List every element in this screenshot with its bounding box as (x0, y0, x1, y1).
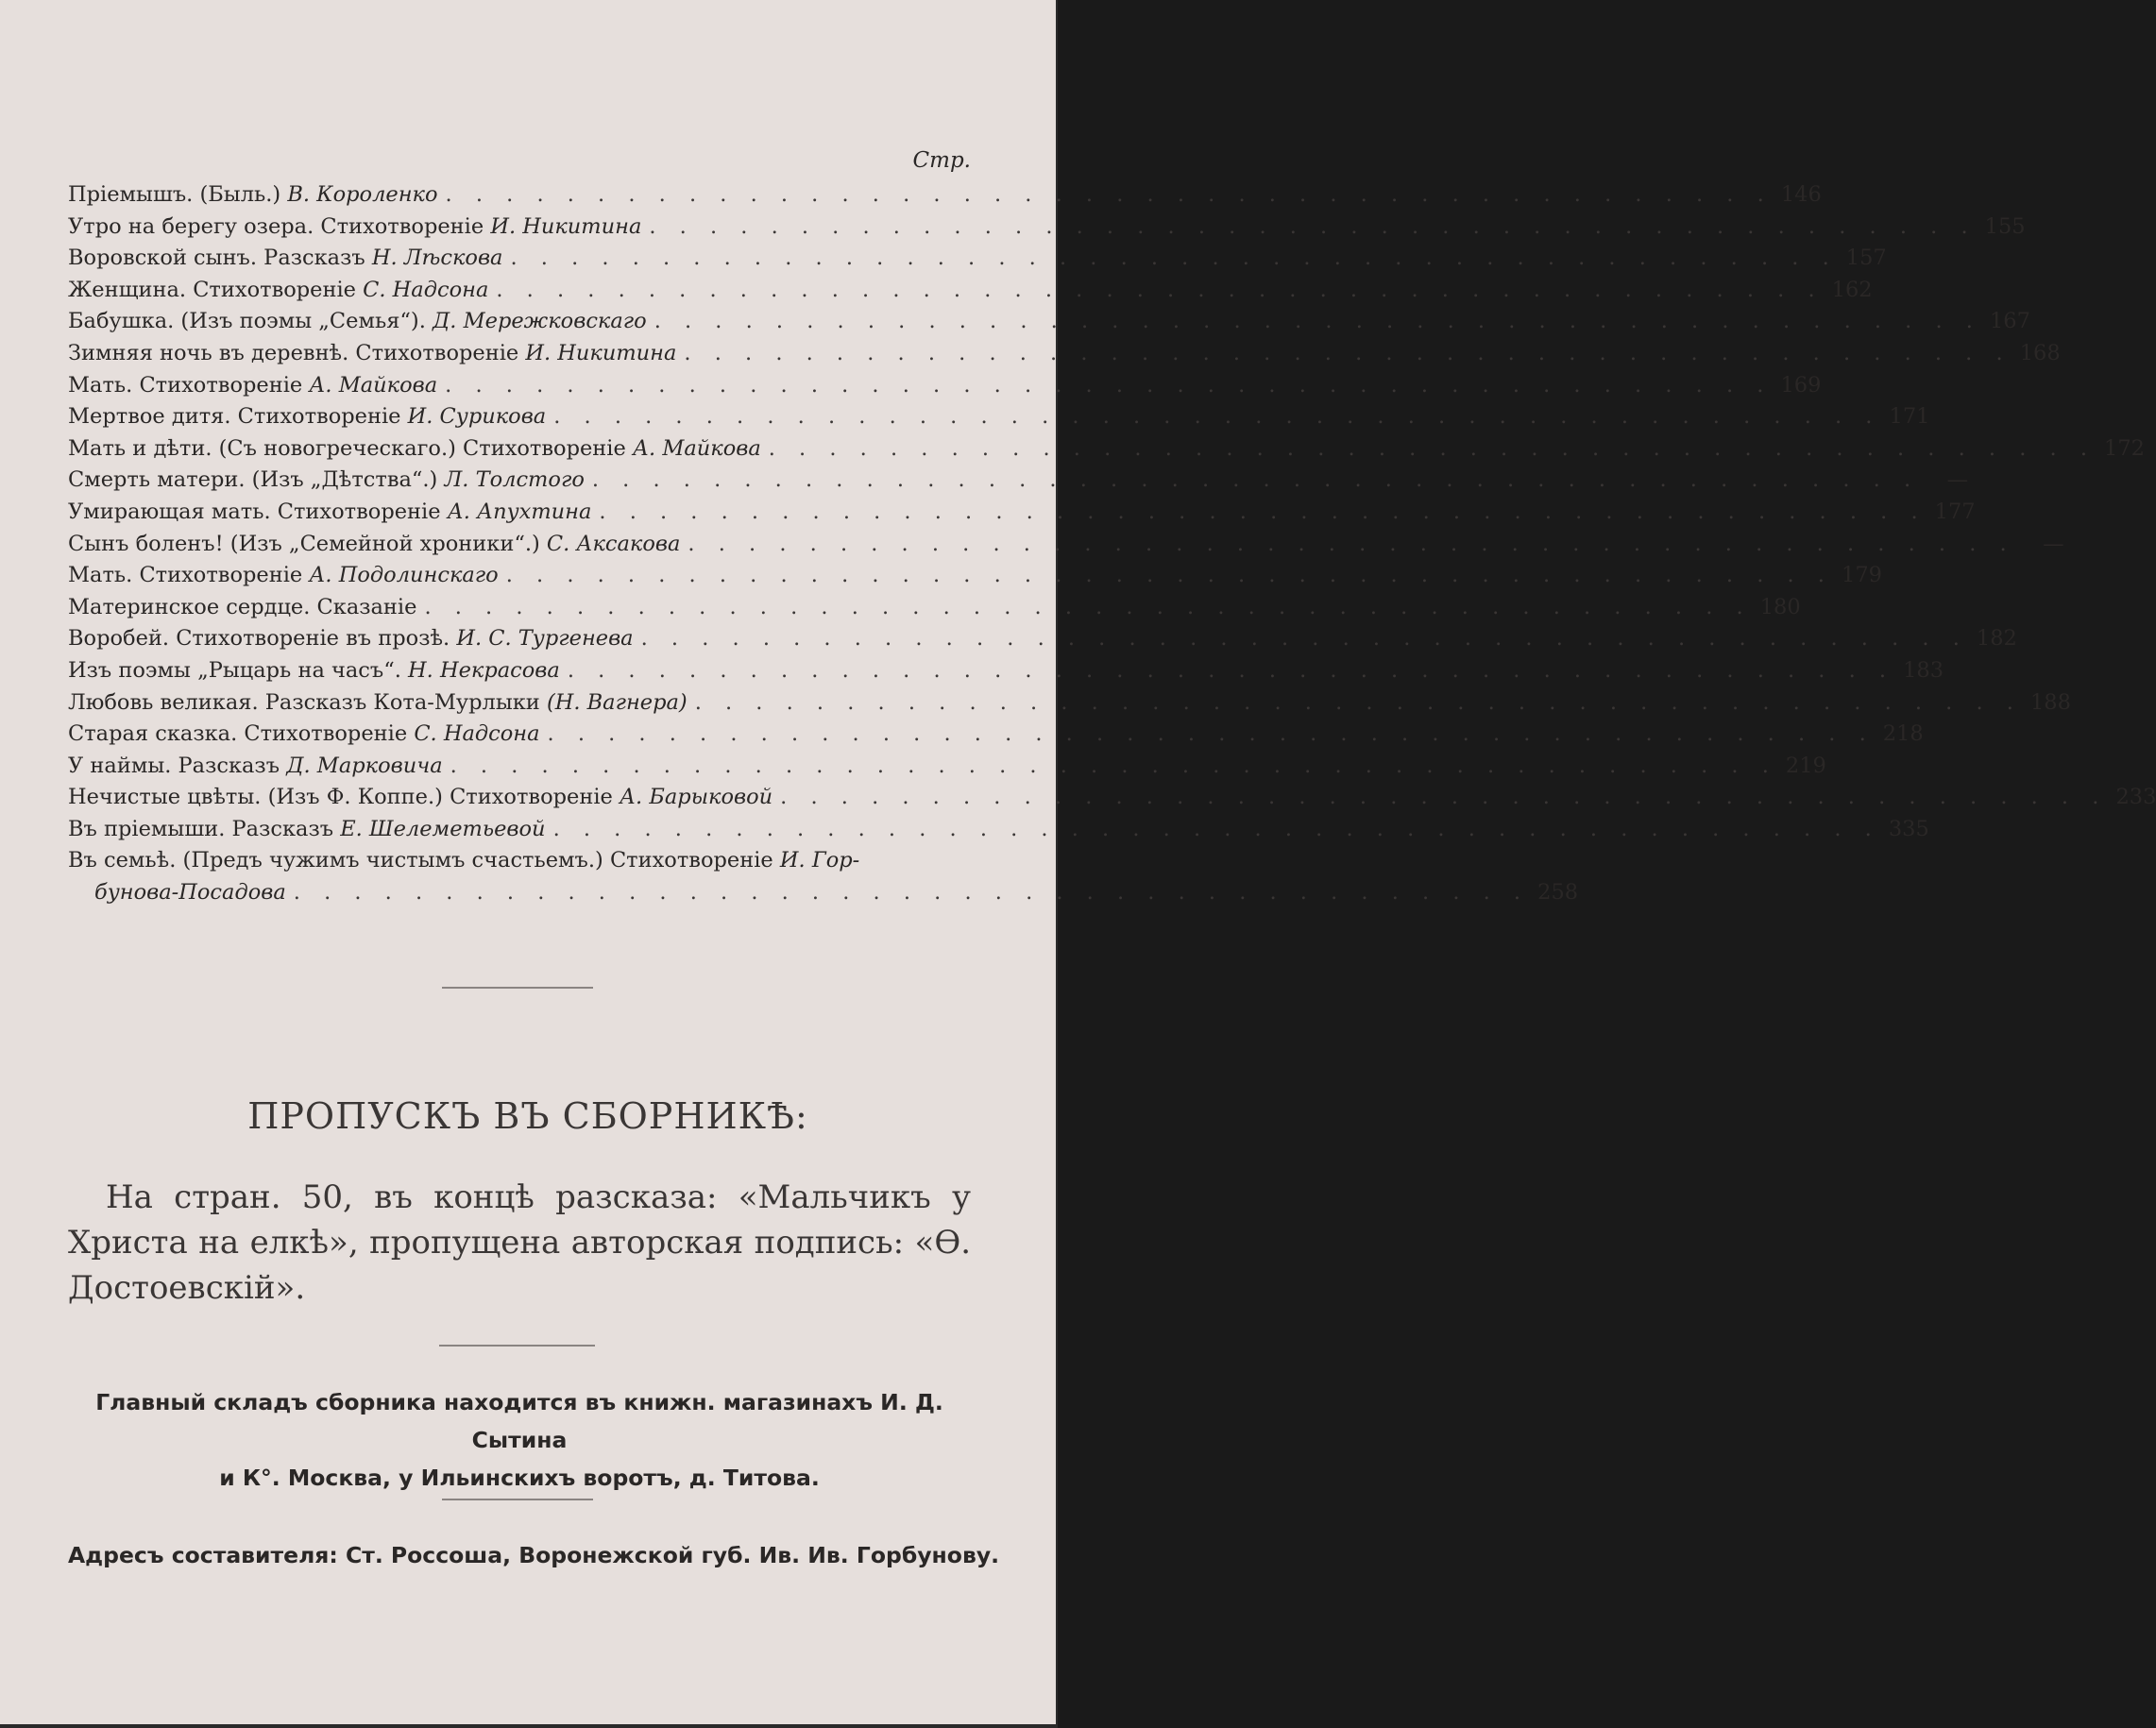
leader-dots: . . . . . . . . . . . . . . . . . . . . . . . . . . . . . . . . . . . . . . . . . . . . (553, 404, 1881, 430)
table-of-contents (68, 142, 2156, 909)
toc-entry-author: Н. Некрасова (408, 657, 560, 683)
toc-entry-author: С. Аксакова (546, 531, 681, 556)
toc-entry-title: Зимняя ночь въ деревнѣ. Стихотвореніе (68, 340, 526, 365)
toc-entry (68, 212, 641, 244)
toc-entry-author: И. Никитина (525, 340, 677, 365)
toc-entry-author: С. Надсона (363, 277, 489, 302)
toc-page-number: 258 (1537, 880, 1579, 906)
toc-page-number: 219 (1785, 753, 1826, 778)
toc-page-number: 146 (1780, 182, 1822, 207)
toc-entry-author: А. Барыковой (620, 785, 773, 810)
divider-bottom (442, 1499, 593, 1500)
divider-top (442, 987, 593, 989)
toc-page-number: 182 (1976, 626, 2017, 652)
leader-dots: . . . . . . . . . . . . . . . . . . . . . . . . . . . . . . . . . . . . . . . . . . . . (768, 435, 2096, 461)
notice-heading: ПРОПУСКЪ ВЪ СБОРНИКѢ: (247, 1095, 808, 1137)
toc-entry (68, 465, 585, 497)
warehouse-line-2: и К°. Москва, у Ильинскихъ воротъ, д. Титова. (219, 1465, 820, 1491)
toc-entry (68, 560, 499, 592)
toc-entry-title: Въ семьѣ. (Предъ чужимъ чистымъ счастьемъ.) Стихотвореніе (68, 848, 780, 873)
leader-dots: . . . . . . . . . . . . . . . . . . . . . . . . . . . . . . . . . . . . . . . . . . . . (640, 626, 1968, 652)
toc-row-last-line2 (68, 877, 1579, 909)
toc-page-number: 155 (1984, 213, 2026, 239)
toc-page-number: 162 (1831, 277, 1873, 302)
toc-row (68, 275, 1873, 307)
toc-row (68, 719, 1924, 751)
toc-row-last-line1 (68, 845, 971, 877)
toc-entry-author: А. Апухтина (447, 499, 592, 524)
toc-page-number: — (2043, 531, 2064, 556)
toc-row (68, 687, 2071, 720)
toc-row (68, 465, 1969, 497)
toc-entry-author: (Н. Вагнера) (546, 689, 688, 715)
toc-entry-title: Бабушка. (Изъ поэмы „Семья“). (68, 309, 433, 334)
toc-entry (68, 401, 546, 433)
toc-entry-title: Мертвое дитя. Стихотвореніе (68, 404, 408, 430)
toc-row (68, 243, 1887, 275)
toc-entry (68, 751, 443, 783)
toc-page-number: 233 (2115, 785, 2156, 810)
toc-entry-author: И. Никитина (490, 213, 642, 239)
toc-entry-author: И. Гор- (779, 848, 860, 873)
toc-entry-author: Е. Шелеметьевой (340, 816, 546, 841)
toc-row (68, 623, 2017, 655)
toc-entry-title: Утро на берегу озера. Стихотвореніе (68, 213, 491, 239)
leader-dots: . . . . . . . . . . . . . . . . . . . . . . . . . . . . . . . . . . . . . . . . . . . . (450, 753, 1777, 778)
toc-entry (68, 877, 286, 909)
leader-dots: . . . . . . . . . . . . . . . . . . . . . . . . . . . . . . . . . . . . . . . . . . . . (649, 213, 1977, 239)
toc-entry (68, 497, 591, 529)
leader-dots: . . . . . . . . . . . . . . . . . . . . . . . . . . . . . . . . . . . . . . . . . . . . (496, 277, 1824, 302)
toc-row (68, 814, 1929, 846)
toc-entry-title: Мать. Стихотвореніе (68, 563, 310, 588)
compiler-address: Адресъ составителя: Ст. Россоша, Воронежской губ. Ив. Ив. Горбунову. (68, 1542, 1000, 1568)
toc-entry-title: Любовь великая. Разсказъ Кота-Мурлыки (68, 689, 547, 715)
divider-middle (439, 1345, 595, 1347)
toc-row (68, 401, 1930, 433)
toc-entry-title: У наймы. Разсказъ (68, 753, 287, 778)
leader-dots: . . . . . . . . . . . . . . . . . . . . . . . . . . . . . . . . . . . . . . . . . (293, 880, 1530, 906)
toc-entry-author: А. Подолинскаго (309, 563, 499, 588)
toc-page-number: 218 (1882, 721, 1924, 747)
toc-entry-author: Д. Марковича (286, 753, 443, 778)
toc-entry (68, 338, 676, 370)
toc-entry-author: С. Надсона (414, 721, 540, 747)
warehouse-info (68, 1383, 971, 1497)
toc-entry-title: Мать и дѣти. (Съ новогреческаго.) Стихотвореніе (68, 435, 633, 461)
leader-dots: . . . . . . . . . . . . . . . . . . . . . . . . . . . . . . . . . . . . . . . . . . . . (684, 340, 2012, 365)
toc-entry-title: Пріемышъ. (Быль.) (68, 182, 288, 207)
toc-page-number: 172 (2104, 435, 2145, 461)
toc-entry (68, 687, 688, 720)
toc-entry-author: А. Майкова (632, 435, 761, 461)
toc-page-number: 167 (1989, 309, 2030, 334)
toc-entry-title: Материнское сердце. Сказаніе (68, 594, 417, 619)
toc-row (68, 782, 2156, 814)
toc-row (68, 751, 1826, 783)
toc-row (68, 655, 1944, 687)
toc-entry-title: Умирающая мать. Стихотвореніе (68, 499, 448, 524)
leader-dots: . . . . . . . . . . . . . . . . . . . . . . . . . . . . . . . . . . . . . . . . . . . . (780, 785, 2108, 810)
toc-row (68, 370, 1822, 402)
toc-entry-title: Воробей. Стихотвореніе въ прозѣ. (68, 626, 457, 652)
toc-row (68, 560, 1882, 592)
toc-entry-author: Н. Лѣскова (371, 246, 503, 271)
toc-entry-title: Женщина. Стихотвореніе (68, 277, 364, 302)
leader-dots: . . . . . . . . . . . . . . . . . . . . . . . . . . . . . . . . . . . . . . . . . . . . (591, 467, 1920, 493)
toc-entry (68, 814, 546, 846)
toc-entry-title: Воровской сынъ. Разсказъ (68, 246, 372, 271)
leader-dots: . . . . . . . . . . . . . . . . . . . . . . . . . . . . . . . . . . . . . . . . . . . . (510, 246, 1838, 271)
toc-page-number: 183 (1903, 657, 1944, 683)
toc-entry (68, 719, 540, 751)
leader-dots: . . . . . . . . . . . . . . . . . . . . . . . . . . . . . . . . . . . . . . . . . . . . (445, 372, 1773, 398)
leader-dots: . . . . . . . . . . . . . . . . . . . . . . . . . . . . . . . . . . . . . . . . . . . . (424, 594, 1752, 619)
toc-entry (68, 433, 761, 466)
toc-entry (68, 243, 502, 275)
toc-row (68, 433, 2145, 466)
toc-entry-author: В. Короленко (287, 182, 438, 207)
toc-page-number: — (1946, 467, 1969, 493)
warehouse-line-1: Главный складъ сборника находится въ книжн. магазинахъ И. Д. Сытина (95, 1389, 943, 1453)
toc-entry-title: Въ пріемыши. Разсказъ (68, 816, 341, 841)
toc-entry (68, 529, 680, 561)
toc-entry-author: бунова-Посадова (94, 880, 286, 906)
toc-entry-author: Л. Толстого (444, 467, 585, 493)
toc-entry-title: Изъ поэмы „Рыцарь на часъ“. (68, 657, 409, 683)
leader-dots: . . . . . . . . . . . . . . . . . . . . . . . . . . . . . . . . . . . . . . . . . . . . (694, 689, 2022, 715)
toc-entry (68, 306, 647, 338)
toc-entry-title: Смерть матери. (Изъ „Дѣтства“.) (68, 467, 445, 493)
leader-dots: . . . . . . . . . . . . . . . . . . . . . . . . . . . . . . . . . . . . . . . . . . . . (688, 531, 2015, 556)
toc-entry (68, 370, 437, 402)
toc-page-number: 177 (1934, 499, 1976, 524)
leader-dots: . . . . . . . . . . . . . . . . . . . . . . . . . . . . . . . . . . . . . . . . . . . . (567, 657, 1895, 683)
toc-entry (68, 782, 772, 814)
leader-dots: . . . . . . . . . . . . . . . . . . . . . . . . . . . . . . . . . . . . . . . . . . . . (552, 816, 1880, 841)
toc-page-number: 180 (1759, 594, 1801, 619)
toc-row (68, 306, 2030, 338)
toc-page-number: 335 (1888, 816, 1929, 841)
toc-entry-title: Мать. Стихотвореніе (68, 372, 310, 398)
toc-page-number: 171 (1889, 404, 1930, 430)
toc-entry-title: Нечистые цвѣты. (Изъ Ф. Коппе.) Стихотвореніе (68, 785, 620, 810)
toc-page-number: 188 (2029, 689, 2071, 715)
toc-entry (68, 655, 560, 687)
toc-entry (68, 275, 488, 307)
leader-dots: . . . . . . . . . . . . . . . . . . . . . . . . . . . . . . . . . . . . . . . . . . . . (445, 182, 1773, 207)
toc-row (68, 212, 2026, 244)
leader-dots: . . . . . . . . . . . . . . . . . . . . . . . . . . . . . . . . . . . . . . . . . . . . (547, 721, 1875, 747)
toc-row (68, 338, 2061, 370)
toc-page-number: 168 (2019, 340, 2061, 365)
toc-entry-title: Сынъ боленъ! (Изъ „Семейной хроники“.) (68, 531, 547, 556)
leader-dots: . . . . . . . . . . . . . . . . . . . . . . . . . . . . . . . . . . . . . . . . . . . . (505, 563, 1833, 588)
toc-row (68, 529, 2064, 561)
toc-rows (68, 179, 2156, 845)
leader-dots: . . . . . . . . . . . . . . . . . . . . . . . . . . . . . . . . . . . . . . . . . . . . (599, 499, 1927, 524)
toc-page-number: 179 (1842, 563, 1882, 588)
toc-row (68, 592, 1801, 624)
toc-entry-author: И. Сурикова (407, 404, 547, 430)
toc-entry-author: И. С. Тургенева (456, 626, 634, 652)
toc-row (68, 179, 1822, 212)
toc-entry (68, 592, 416, 624)
toc-row (68, 497, 1976, 529)
toc-page-number: 157 (1845, 246, 1887, 271)
toc-entry-author: Д. Мережковскаго (433, 309, 647, 334)
leader-dots: . . . . . . . . . . . . . . . . . . . . . . . . . . . . . . . . . . . . . . . . . . . . (654, 309, 1981, 334)
page-column-label: Стр. (912, 148, 971, 173)
notice-text: На стран. 50, въ концѣ разсказа: «Мальчикъ у Христа на елкѣ», пропущена авторская подпись: «Ѳ. Достоевскій». (68, 1178, 971, 1307)
toc-entry-title: Старая сказка. Стихотвореніе (68, 721, 415, 747)
toc-page-number: 169 (1780, 372, 1822, 398)
toc-entry (68, 179, 438, 212)
toc-entry (68, 623, 634, 655)
toc-entry-author: А. Майкова (309, 372, 438, 398)
